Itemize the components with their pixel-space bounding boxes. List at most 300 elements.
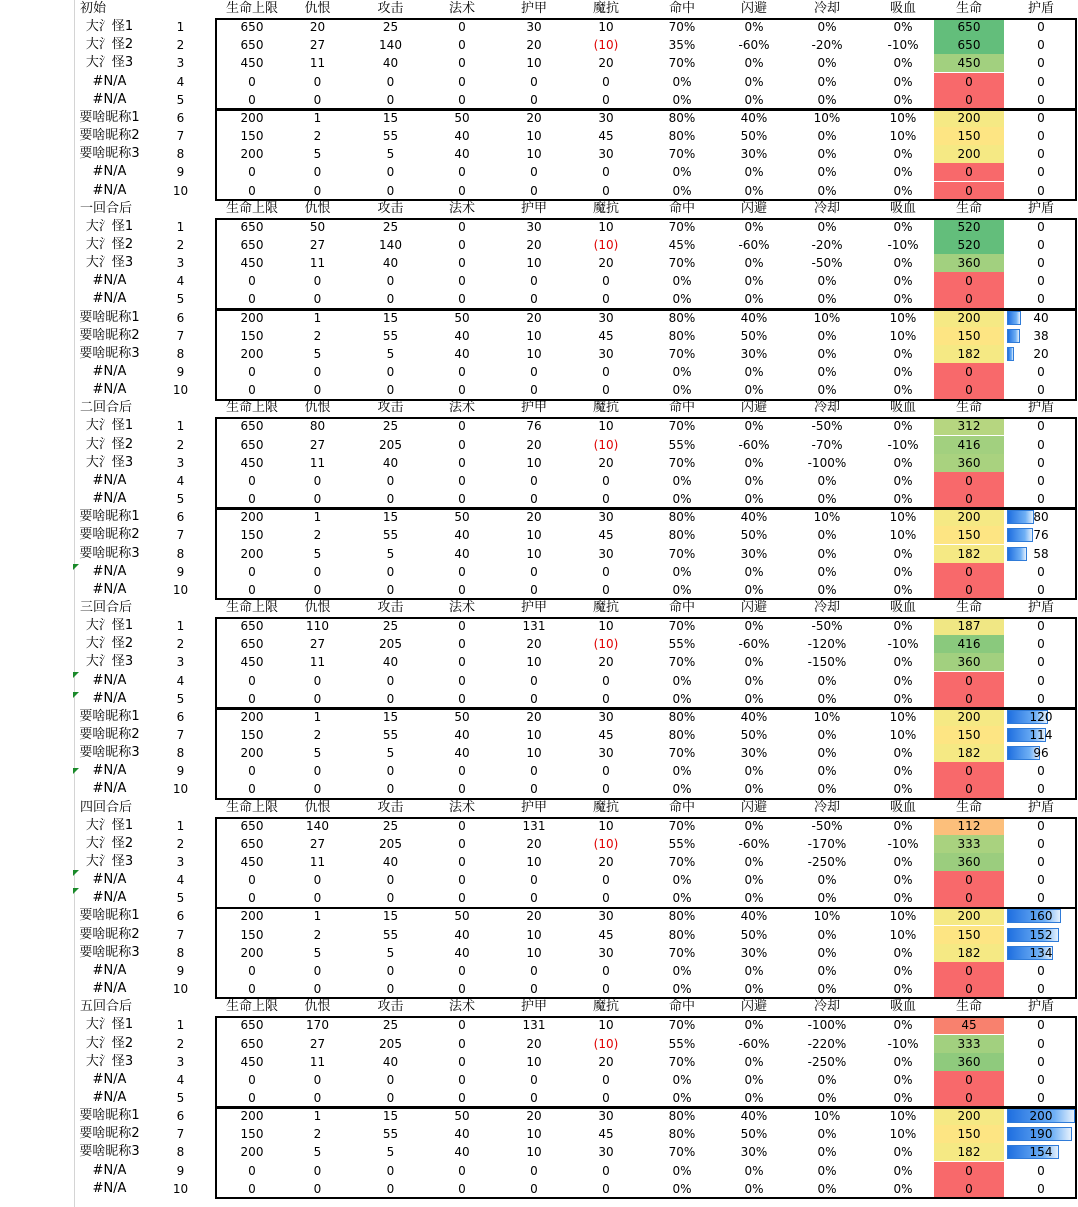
stat-cell[interactable]: 25	[382, 20, 399, 34]
shield-cell[interactable]	[1006, 871, 1076, 889]
stat-cell[interactable]: 0	[530, 365, 538, 379]
stat-cell[interactable]: 0%	[744, 419, 764, 433]
stat-cell[interactable]: 0%	[893, 456, 913, 470]
stat-cell[interactable]: 0	[386, 274, 395, 288]
column-header[interactable]: 法术	[448, 800, 475, 815]
stat-cell[interactable]: 0	[530, 165, 538, 179]
stat-cell[interactable]: 40	[382, 1055, 399, 1069]
stat-cell[interactable]: 0%	[893, 365, 913, 379]
stat-cell[interactable]: 0%	[817, 547, 837, 561]
stat-cell[interactable]: 2	[313, 329, 322, 343]
stat-cell[interactable]: 0%	[672, 782, 692, 796]
stat-cell[interactable]: 0%	[817, 274, 837, 288]
stat-cell[interactable]: 10	[526, 147, 542, 161]
stat-cell[interactable]: 25	[382, 619, 399, 633]
stat-cell[interactable]: 650	[240, 438, 264, 452]
unit-name-cell[interactable]: #N/A	[92, 491, 127, 506]
stat-cell[interactable]: 0	[458, 383, 466, 397]
shield-cell[interactable]	[1006, 762, 1076, 780]
stat-cell[interactable]: 0	[458, 20, 466, 34]
stat-cell[interactable]: 450	[240, 655, 264, 669]
stat-cell[interactable]: 0%	[817, 964, 837, 978]
stat-cell[interactable]: 0%	[893, 492, 913, 506]
stat-cell[interactable]: 0%	[744, 274, 764, 288]
unit-name-cell[interactable]: 要啥昵称3	[79, 945, 140, 960]
stat-cell[interactable]: 0	[602, 492, 610, 506]
stat-cell[interactable]: 150	[240, 129, 264, 143]
unit-index-cell[interactable]: 8	[176, 1145, 185, 1159]
stat-cell[interactable]: 0%	[893, 782, 913, 796]
stat-cell[interactable]: 0%	[817, 873, 837, 887]
stat-cell[interactable]: 0	[313, 274, 322, 288]
stat-cell[interactable]: 0%	[893, 891, 913, 905]
stat-cell[interactable]: 0%	[744, 220, 764, 234]
stat-cell[interactable]: 0%	[744, 1182, 764, 1196]
unit-name-cell[interactable]: 大氵怪1	[85, 818, 134, 833]
stat-cell[interactable]: 0	[386, 764, 395, 778]
stat-cell[interactable]: 150	[240, 329, 264, 343]
stat-cell[interactable]: 0	[530, 565, 538, 579]
stat-cell[interactable]: 0%	[817, 1182, 837, 1196]
stat-cell[interactable]: 0%	[817, 982, 837, 996]
stat-cell[interactable]: 80%	[668, 1127, 696, 1141]
stat-cell[interactable]: 0	[386, 1091, 395, 1105]
column-header[interactable]: 生命	[955, 999, 982, 1014]
stat-cell[interactable]: 0	[313, 75, 322, 89]
stat-cell[interactable]: 30%	[740, 147, 768, 161]
hp-cell[interactable]: 0	[934, 962, 1004, 980]
stat-cell[interactable]: 0	[313, 383, 322, 397]
stat-cell[interactable]: 0%	[893, 619, 913, 633]
unit-name-cell[interactable]: #N/A	[92, 1163, 127, 1178]
shield-cell[interactable]	[1006, 944, 1076, 962]
stat-cell[interactable]: 20	[598, 1055, 614, 1069]
shield-cell[interactable]	[1006, 272, 1076, 290]
stat-cell[interactable]: 10	[526, 1127, 542, 1141]
column-header[interactable]: 冷却	[813, 800, 840, 815]
stat-cell[interactable]: -10%	[887, 837, 919, 851]
stat-cell[interactable]: 55%	[668, 837, 696, 851]
stat-cell[interactable]: 0	[602, 964, 610, 978]
stat-cell[interactable]: 10%	[889, 1127, 917, 1141]
stat-cell[interactable]: 1	[313, 311, 322, 325]
column-header[interactable]: 法术	[448, 999, 475, 1014]
stat-cell[interactable]: 1	[313, 1109, 322, 1123]
stat-cell[interactable]: 0	[313, 964, 322, 978]
hp-cell[interactable]: 360	[934, 254, 1004, 272]
stat-cell[interactable]: 10	[526, 728, 542, 742]
hp-cell[interactable]: 0	[934, 871, 1004, 889]
unit-name-cell[interactable]: 大氵怪3	[85, 654, 134, 669]
shield-cell[interactable]	[1006, 218, 1076, 236]
stat-cell[interactable]: 0%	[744, 583, 764, 597]
column-header[interactable]: 命中	[668, 800, 695, 815]
stat-cell[interactable]: 5	[386, 1145, 395, 1159]
stat-cell[interactable]: 30	[526, 20, 542, 34]
stat-cell[interactable]: 0%	[893, 855, 913, 869]
block-title[interactable]: 五回合后	[80, 999, 133, 1014]
column-header[interactable]: 命中	[668, 1, 695, 16]
stat-cell[interactable]: 20	[598, 456, 614, 470]
stat-cell[interactable]: 40	[454, 528, 470, 542]
hp-cell[interactable]: 150	[934, 726, 1004, 744]
column-header[interactable]: 护盾	[1027, 201, 1054, 216]
column-header[interactable]: 命中	[668, 600, 695, 615]
unit-name-cell[interactable]: 大氵怪3	[85, 255, 134, 270]
column-header[interactable]: 闪避	[740, 600, 767, 615]
stat-cell[interactable]: -60%	[738, 837, 770, 851]
unit-index-cell[interactable]: 1	[176, 1018, 185, 1032]
stat-cell[interactable]: 70%	[668, 20, 696, 34]
stat-cell[interactable]: 0%	[817, 746, 837, 760]
stat-cell[interactable]: 1	[313, 710, 322, 724]
stat-cell[interactable]: 0	[602, 1091, 610, 1105]
stat-cell[interactable]: 0%	[817, 383, 837, 397]
stat-cell[interactable]: -50%	[811, 256, 843, 270]
stat-cell[interactable]: 0	[386, 1073, 395, 1087]
stat-cell[interactable]: 0%	[744, 674, 764, 688]
stat-cell[interactable]: 15	[382, 311, 399, 325]
column-header[interactable]: 吸血	[889, 1, 916, 16]
stat-cell[interactable]: 0	[248, 583, 256, 597]
stat-cell[interactable]: 450	[240, 456, 264, 470]
shield-cell[interactable]	[1006, 1107, 1076, 1125]
stat-cell[interactable]: 0%	[672, 492, 692, 506]
stat-cell[interactable]: 10	[526, 1055, 542, 1069]
stat-cell[interactable]: 0%	[672, 383, 692, 397]
hp-cell[interactable]: 0	[934, 1089, 1004, 1107]
unit-index-cell[interactable]: 2	[176, 438, 185, 452]
stat-cell[interactable]: 0%	[744, 292, 764, 306]
stat-cell[interactable]: 80%	[668, 728, 696, 742]
stat-cell[interactable]: 15	[382, 710, 399, 724]
stat-cell[interactable]: 0%	[817, 528, 837, 542]
stat-cell[interactable]: 0	[530, 274, 538, 288]
stat-cell[interactable]: -150%	[807, 655, 847, 669]
stat-cell[interactable]: 20	[309, 20, 326, 34]
stat-cell[interactable]: 10	[526, 928, 542, 942]
stat-cell[interactable]: 40%	[740, 311, 768, 325]
unit-name-cell[interactable]: 要啥昵称3	[79, 546, 140, 561]
unit-name-cell[interactable]: 要啥昵称3	[79, 146, 140, 161]
stat-cell[interactable]: 650	[240, 1018, 264, 1032]
stat-cell[interactable]: 70%	[668, 1055, 696, 1069]
stat-cell[interactable]: -70%	[811, 438, 843, 452]
stat-cell[interactable]: 70%	[668, 1145, 696, 1159]
stat-cell[interactable]: 205	[379, 837, 402, 851]
stat-cell[interactable]: 0%	[893, 1145, 913, 1159]
stat-cell[interactable]: -60%	[738, 38, 770, 52]
unit-index-cell[interactable]: 2	[176, 837, 185, 851]
stat-cell[interactable]: 650	[240, 419, 264, 433]
stat-cell[interactable]: 0%	[817, 147, 837, 161]
stat-cell[interactable]: 0%	[744, 565, 764, 579]
stat-cell[interactable]: 0%	[672, 583, 692, 597]
stat-cell[interactable]: 50	[454, 111, 470, 125]
stat-cell[interactable]: 0%	[817, 583, 837, 597]
stat-cell[interactable]: 0	[248, 383, 256, 397]
stat-cell[interactable]: 5	[386, 746, 395, 760]
stat-cell[interactable]: 200	[240, 746, 264, 760]
stat-cell[interactable]: 0%	[893, 764, 913, 778]
unit-index-cell[interactable]: 9	[176, 365, 185, 379]
stat-cell[interactable]: 10%	[889, 928, 917, 942]
stat-cell[interactable]: 40	[454, 728, 470, 742]
stat-cell[interactable]: 1	[313, 510, 322, 524]
stat-cell[interactable]: 35%	[668, 38, 696, 52]
column-header[interactable]: 法术	[448, 400, 475, 415]
stat-cell[interactable]: 40	[382, 655, 399, 669]
stat-cell[interactable]: -120%	[807, 637, 847, 651]
unit-name-cell[interactable]: 要啥昵称2	[79, 727, 140, 742]
stat-cell[interactable]: 0%	[817, 184, 837, 198]
stat-cell[interactable]: 10	[598, 419, 614, 433]
stat-cell[interactable]: 110	[306, 619, 329, 633]
shield-cell[interactable]	[1006, 54, 1076, 72]
stat-cell[interactable]: 40	[454, 946, 470, 960]
stat-cell[interactable]: 0	[530, 1091, 538, 1105]
stat-cell[interactable]: 50	[454, 1109, 470, 1123]
shield-cell[interactable]	[1006, 1089, 1076, 1107]
stat-cell[interactable]: 40	[382, 56, 399, 70]
stat-cell[interactable]: 0%	[744, 855, 764, 869]
stat-cell[interactable]: 450	[240, 1055, 264, 1069]
unit-index-cell[interactable]: 3	[176, 56, 185, 70]
stat-cell[interactable]: 30	[598, 1145, 614, 1159]
stat-cell[interactable]: 0%	[893, 1164, 913, 1178]
hp-cell[interactable]: 0	[934, 690, 1004, 708]
stat-cell[interactable]: 0%	[893, 274, 913, 288]
stat-cell[interactable]: 10	[598, 1018, 614, 1032]
hp-cell[interactable]: 360	[934, 853, 1004, 871]
stat-cell[interactable]: 0	[458, 619, 466, 633]
column-header[interactable]: 魔抗	[592, 201, 619, 216]
stat-cell[interactable]: 70%	[668, 746, 696, 760]
shield-cell[interactable]	[1006, 254, 1076, 272]
stat-cell[interactable]: 0	[530, 292, 538, 306]
shield-cell[interactable]	[1006, 1125, 1076, 1143]
shield-cell[interactable]	[1006, 309, 1076, 327]
stat-cell[interactable]: -250%	[807, 1055, 847, 1069]
stat-cell[interactable]: 0	[458, 873, 466, 887]
unit-name-cell[interactable]: 大氵怪2	[85, 237, 134, 252]
unit-name-cell[interactable]: 大氵怪3	[85, 1054, 134, 1069]
stat-cell[interactable]: 0	[458, 274, 466, 288]
column-header[interactable]: 魔抗	[592, 999, 619, 1014]
stat-cell[interactable]: 0%	[817, 1091, 837, 1105]
unit-index-cell[interactable]: 6	[176, 311, 185, 325]
column-header[interactable]: 攻击	[377, 201, 404, 216]
stat-cell[interactable]: 140	[379, 38, 402, 52]
stat-cell[interactable]: 80%	[668, 710, 696, 724]
unit-name-cell[interactable]: 要啥昵称3	[79, 745, 140, 760]
unit-index-cell[interactable]: 2	[176, 1037, 185, 1051]
stat-cell[interactable]: 10%	[889, 1109, 917, 1123]
stat-cell[interactable]: 0	[458, 438, 466, 452]
stat-cell[interactable]: 0	[458, 1055, 466, 1069]
stat-cell[interactable]: 0	[602, 873, 610, 887]
shield-cell[interactable]	[1006, 345, 1076, 363]
stat-cell[interactable]: 0%	[672, 365, 692, 379]
stat-cell[interactable]: -60%	[738, 438, 770, 452]
stat-cell[interactable]: 10%	[889, 728, 917, 742]
hp-cell[interactable]: 200	[934, 109, 1004, 127]
stat-cell[interactable]: 0	[602, 274, 610, 288]
unit-index-cell[interactable]: 9	[176, 964, 185, 978]
column-header[interactable]: 冷却	[813, 1, 840, 16]
unit-name-cell[interactable]: #N/A	[92, 691, 127, 706]
stat-cell[interactable]: 2	[313, 1127, 322, 1141]
hp-cell[interactable]: 333	[934, 835, 1004, 853]
unit-index-cell[interactable]: 1	[176, 819, 185, 833]
shield-cell[interactable]	[1006, 417, 1076, 435]
stat-cell[interactable]: 10%	[813, 510, 841, 524]
stat-cell[interactable]: 0%	[893, 75, 913, 89]
block-title[interactable]: 四回合后	[80, 800, 133, 815]
column-header[interactable]: 攻击	[377, 999, 404, 1014]
stat-cell[interactable]: 70%	[668, 347, 696, 361]
unit-index-cell[interactable]: 10	[172, 982, 189, 996]
stat-cell[interactable]: 27	[309, 438, 326, 452]
stat-cell[interactable]: 0	[458, 184, 466, 198]
stat-cell[interactable]: 45	[598, 528, 614, 542]
shield-cell[interactable]	[1006, 726, 1076, 744]
column-header[interactable]: 仇恨	[304, 600, 331, 615]
stat-cell[interactable]: 15	[382, 510, 399, 524]
hp-cell[interactable]: 0	[934, 980, 1004, 998]
stat-cell[interactable]: 30	[598, 710, 614, 724]
stat-cell[interactable]: 0%	[672, 165, 692, 179]
stat-cell[interactable]: 40%	[740, 1109, 768, 1123]
stat-cell[interactable]: 200	[240, 946, 264, 960]
unit-name-cell[interactable]: #N/A	[92, 890, 127, 905]
stat-cell[interactable]: 0	[248, 1091, 256, 1105]
stat-cell[interactable]: 0	[248, 674, 256, 688]
column-header[interactable]: 仇恨	[304, 999, 331, 1014]
stat-cell[interactable]: 0%	[817, 946, 837, 960]
shield-cell[interactable]	[1006, 508, 1076, 526]
stat-cell[interactable]: 40	[454, 329, 470, 343]
stat-cell[interactable]: 11	[309, 256, 326, 270]
unit-name-cell[interactable]: 大氵怪2	[85, 437, 134, 452]
stat-cell[interactable]: 0%	[744, 492, 764, 506]
stat-cell[interactable]: 1	[313, 111, 322, 125]
stat-cell[interactable]: 11	[309, 56, 326, 70]
unit-index-cell[interactable]: 9	[176, 1164, 185, 1178]
hp-cell[interactable]: 200	[934, 508, 1004, 526]
stat-cell[interactable]: 0	[458, 1037, 466, 1051]
stat-cell[interactable]: 80	[309, 419, 326, 433]
unit-index-cell[interactable]: 3	[176, 855, 185, 869]
stat-cell[interactable]: 0%	[893, 347, 913, 361]
hp-cell[interactable]: 650	[934, 18, 1004, 36]
hp-cell[interactable]: 0	[934, 73, 1004, 91]
column-header[interactable]: 护盾	[1027, 1, 1054, 16]
stat-cell[interactable]: 70%	[668, 256, 696, 270]
stat-cell[interactable]: 0	[248, 1182, 256, 1196]
stat-cell[interactable]: 0	[458, 492, 466, 506]
shield-cell[interactable]	[1006, 436, 1076, 454]
unit-name-cell[interactable]: 要啥昵称2	[79, 527, 140, 542]
hp-cell[interactable]: 450	[934, 54, 1004, 72]
stat-cell[interactable]: 0%	[893, 1091, 913, 1105]
stat-cell[interactable]: 0%	[817, 129, 837, 143]
shield-cell[interactable]	[1006, 363, 1076, 381]
hp-cell[interactable]: 0	[934, 290, 1004, 308]
shield-cell[interactable]	[1006, 926, 1076, 944]
column-header[interactable]: 生命上限	[225, 400, 278, 415]
stat-cell[interactable]: 2	[313, 129, 322, 143]
stat-cell[interactable]: 55	[382, 928, 399, 942]
unit-index-cell[interactable]: 3	[176, 456, 185, 470]
stat-cell[interactable]: 30%	[740, 946, 768, 960]
shield-cell[interactable]	[1006, 853, 1076, 871]
stat-cell[interactable]: 50	[454, 909, 470, 923]
hp-cell[interactable]: 0	[934, 182, 1004, 200]
stat-cell[interactable]: 131	[522, 1018, 546, 1032]
column-header[interactable]: 魔抗	[592, 1, 619, 16]
hp-cell[interactable]: 520	[934, 218, 1004, 236]
stat-cell[interactable]: 10%	[813, 1109, 841, 1123]
column-header[interactable]: 法术	[448, 1, 475, 16]
unit-index-cell[interactable]: 6	[176, 1109, 185, 1123]
stat-cell[interactable]: 55	[382, 728, 399, 742]
shield-cell[interactable]	[1006, 182, 1076, 200]
stat-cell[interactable]: 10	[526, 129, 542, 143]
stat-cell[interactable]: 0%	[893, 184, 913, 198]
stat-cell[interactable]: 40	[382, 456, 399, 470]
stat-cell[interactable]: 0	[386, 184, 395, 198]
stat-cell[interactable]: 0%	[893, 964, 913, 978]
stat-cell[interactable]: 45%	[668, 238, 696, 252]
stat-cell[interactable]: 0	[458, 56, 466, 70]
unit-name-cell[interactable]: #N/A	[92, 1072, 127, 1087]
stat-cell[interactable]: 140	[306, 819, 329, 833]
stat-cell[interactable]: 0%	[817, 692, 837, 706]
stat-cell[interactable]: 50%	[740, 728, 768, 742]
stat-cell[interactable]: 0%	[893, 873, 913, 887]
stat-cell[interactable]: 70%	[668, 419, 696, 433]
stat-cell[interactable]: 450	[240, 56, 264, 70]
stat-cell[interactable]: 0	[602, 292, 610, 306]
column-header[interactable]: 生命上限	[225, 800, 278, 815]
stat-cell[interactable]: 0%	[817, 928, 837, 942]
stat-cell[interactable]: 0	[458, 855, 466, 869]
stat-cell[interactable]: 0%	[817, 474, 837, 488]
hp-cell[interactable]: 360	[934, 653, 1004, 671]
stat-cell[interactable]: 0	[530, 964, 538, 978]
column-header[interactable]: 护甲	[520, 400, 547, 415]
hp-cell[interactable]: 650	[934, 36, 1004, 54]
stat-cell[interactable]: 30%	[740, 1145, 768, 1159]
stat-cell[interactable]: 30	[598, 311, 614, 325]
stat-cell[interactable]: 70%	[668, 855, 696, 869]
stat-cell[interactable]: 0%	[893, 474, 913, 488]
unit-name-cell[interactable]: 要啥昵称2	[79, 1126, 140, 1141]
unit-index-cell[interactable]: 6	[176, 710, 185, 724]
stat-cell[interactable]: 0	[530, 383, 538, 397]
stat-cell[interactable]: 0	[458, 1091, 466, 1105]
shield-cell[interactable]	[1006, 327, 1076, 345]
stat-cell[interactable]: 0	[530, 492, 538, 506]
stat-cell[interactable]: 0	[458, 38, 466, 52]
stat-cell[interactable]: 30	[598, 1109, 614, 1123]
stat-cell[interactable]: 0	[386, 692, 395, 706]
shield-cell[interactable]	[1006, 454, 1076, 472]
unit-index-cell[interactable]: 4	[176, 274, 185, 288]
unit-index-cell[interactable]: 3	[176, 1055, 185, 1069]
stat-cell[interactable]: 0%	[893, 165, 913, 179]
